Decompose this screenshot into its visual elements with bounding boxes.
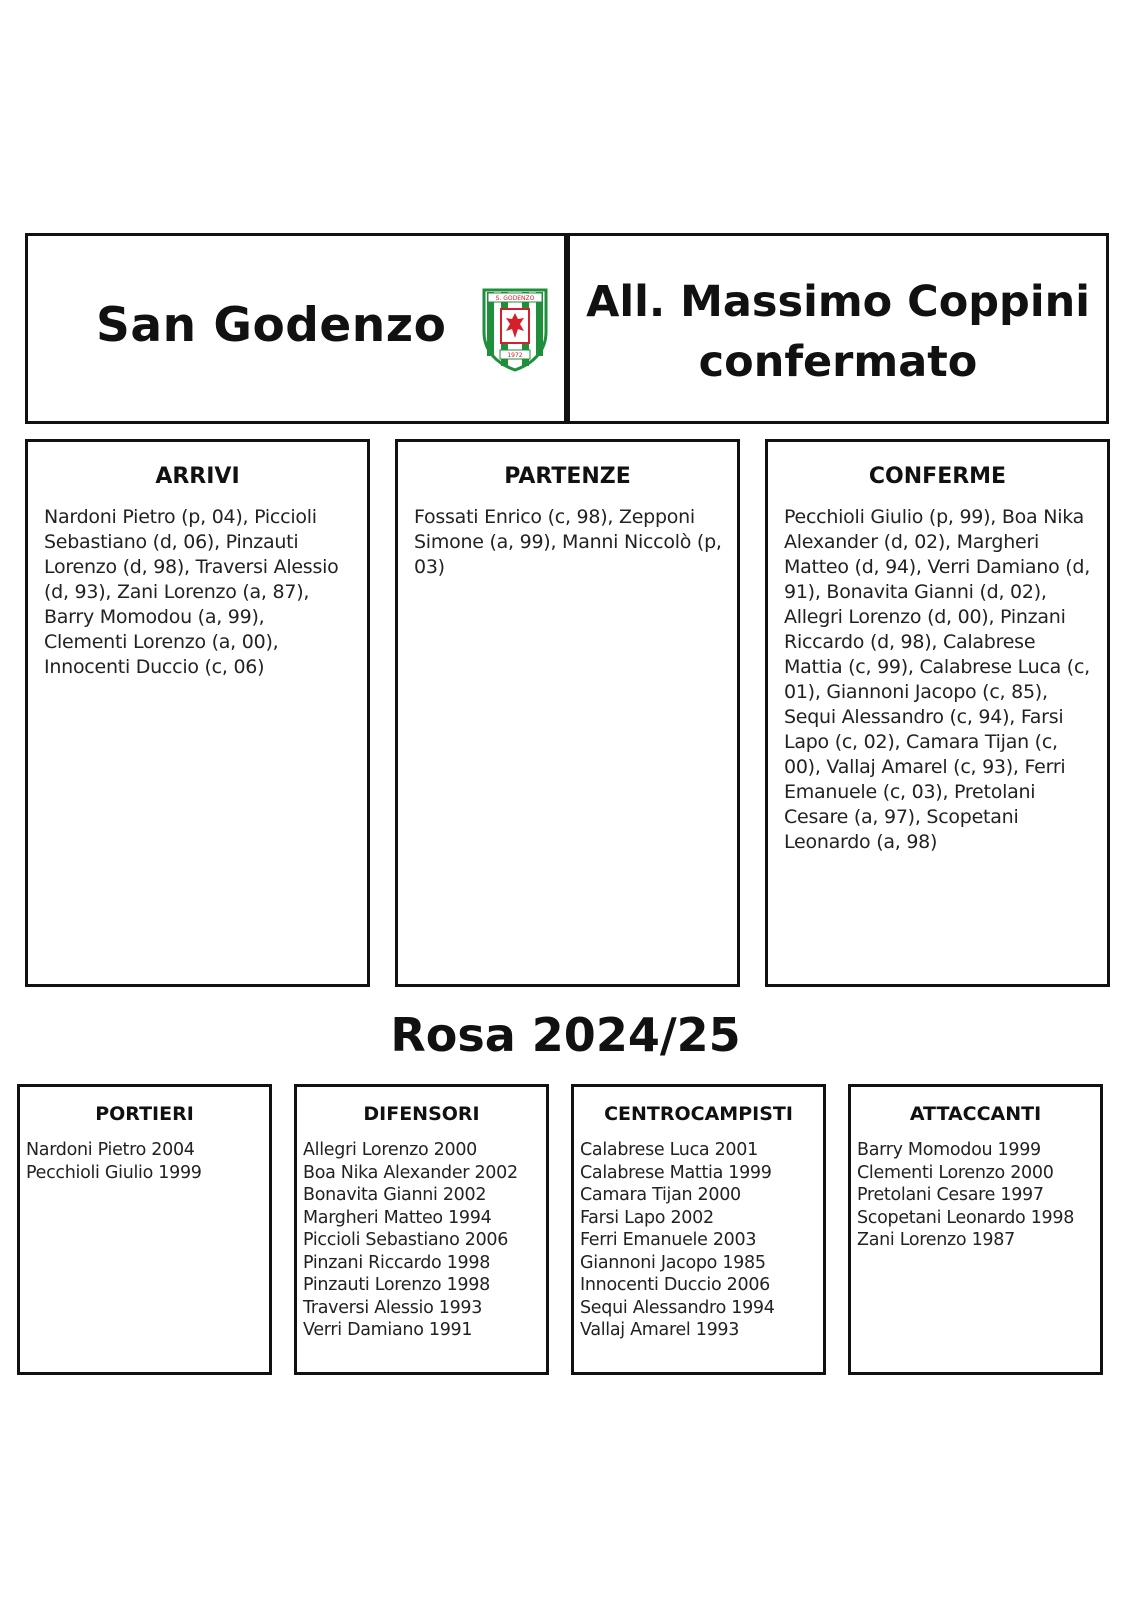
conferme-box bbox=[765, 439, 1110, 987]
list-item: Allegri Lorenzo 2000 bbox=[303, 1140, 477, 1160]
partenze-box bbox=[395, 439, 740, 987]
attaccanti-list bbox=[857, 1139, 1100, 1252]
list-item: Boa Nika Alexander 2002 bbox=[303, 1162, 518, 1183]
team-header-box bbox=[25, 233, 567, 424]
centrocampisti-box bbox=[571, 1084, 826, 1375]
attaccanti-title: ATTACCANTI bbox=[909, 1103, 1042, 1125]
list-item: Nardoni Pietro 2004 bbox=[26, 1140, 195, 1160]
conferme-title: CONFERME bbox=[868, 464, 1007, 489]
crest-year: 1972 bbox=[507, 352, 523, 359]
centrocampisti-title: CENTROCAMPISTI bbox=[604, 1103, 793, 1125]
list-item: Calabrese Mattia 1999 bbox=[580, 1162, 772, 1183]
list-item: Farsi Lapo 2002 bbox=[580, 1207, 714, 1228]
list-item: Pecchioli Giulio 1999 bbox=[26, 1162, 202, 1183]
partenze-title: PARTENZE bbox=[504, 464, 631, 489]
coach-line-2: confermato bbox=[698, 337, 978, 387]
list-item: Margheri Matteo 1994 bbox=[303, 1207, 492, 1228]
arrivi-box bbox=[25, 439, 370, 987]
list-item: Piccioli Sebastiano 2006 bbox=[303, 1230, 509, 1250]
attaccanti-box bbox=[848, 1084, 1103, 1375]
list-item: Sequi Alessandro 1994 bbox=[580, 1297, 775, 1318]
list-item: Innocenti Duccio 2006 bbox=[580, 1275, 770, 1295]
club-crest-icon bbox=[480, 286, 550, 372]
portieri-list bbox=[26, 1139, 269, 1184]
list-item: Bonavita Gianni 2002 bbox=[303, 1185, 487, 1205]
list-item: Camara Tijan 2000 bbox=[580, 1185, 741, 1205]
coach-header-box bbox=[567, 233, 1109, 424]
portieri-title: PORTIERI bbox=[95, 1103, 194, 1125]
list-item: Pinzani Riccardo 1998 bbox=[303, 1252, 491, 1273]
list-item: Vallaj Amarel 1993 bbox=[580, 1320, 740, 1340]
list-item: Barry Momodou 1999 bbox=[857, 1140, 1041, 1160]
difensori-title: DIFENSORI bbox=[363, 1103, 480, 1125]
partenze-text: Fossati Enrico (c, 98), Zepponi Simone (a, 99), Manni Niccolò (p, 03) bbox=[414, 506, 722, 578]
crest-lettering: S. GODENZO bbox=[495, 295, 535, 302]
list-item: Pretolani Cesare 1997 bbox=[857, 1185, 1044, 1205]
list-item: Calabrese Luca 2001 bbox=[580, 1140, 758, 1160]
list-item: Clementi Lorenzo 2000 bbox=[857, 1162, 1054, 1183]
arrivi-title: ARRIVI bbox=[155, 464, 240, 489]
list-item: Giannoni Jacopo 1985 bbox=[580, 1252, 766, 1273]
conferme-text: Pecchioli Giulio (p, 99), Boa Nika Alexander (d, 02), Margheri Matteo (d, 94), Verri Damiano (d, 91), Bonavita Gianni (d, 02), Allegri Lorenzo (d, 00), Pinzani Riccardo (d, 98), Calabrese Mattia (c, 99), Calabrese Luca (c, 01), Giannoni Jacopo (c, 85), Sequi Alessandro (c, 94), Farsi Lapo (c, 02), Camara Tijan (c, 00), Vallaj Amarel (c, 93), Ferri Emanuele (c, 03), Pretolani Cesare (a, 97), Scopetani Leonardo (a, 98) bbox=[784, 506, 1091, 853]
list-item: Verri Damiano 1991 bbox=[303, 1320, 473, 1340]
portieri-box bbox=[17, 1084, 272, 1375]
coach-headline bbox=[570, 272, 1106, 392]
coach-line-1: All. Massimo Coppini bbox=[586, 277, 1090, 327]
list-item: Ferri Emanuele 2003 bbox=[580, 1230, 757, 1250]
list-item: Scopetani Leonardo 1998 bbox=[857, 1207, 1075, 1228]
list-item: Pinzauti Lorenzo 1998 bbox=[303, 1275, 490, 1295]
list-item: Traversi Alessio 1993 bbox=[303, 1297, 483, 1318]
centrocampisti-list bbox=[580, 1139, 823, 1342]
rosa-title: Rosa 2024/25 bbox=[390, 1008, 741, 1062]
difensori-list bbox=[303, 1139, 546, 1342]
arrivi-text: Nardoni Pietro (p, 04), Piccioli Sebastiano (d, 06), Pinzauti Lorenzo (d, 98), Traversi Alessio (d, 93), Zani Lorenzo (a, 87), Barry Momodou (a, 99), Clementi Lorenzo (a, 00), Innocenti Duccio (c, 06) bbox=[44, 506, 339, 678]
team-name: San Godenzo bbox=[96, 298, 447, 353]
difensori-box bbox=[294, 1084, 549, 1375]
list-item: Zani Lorenzo 1987 bbox=[857, 1230, 1015, 1250]
